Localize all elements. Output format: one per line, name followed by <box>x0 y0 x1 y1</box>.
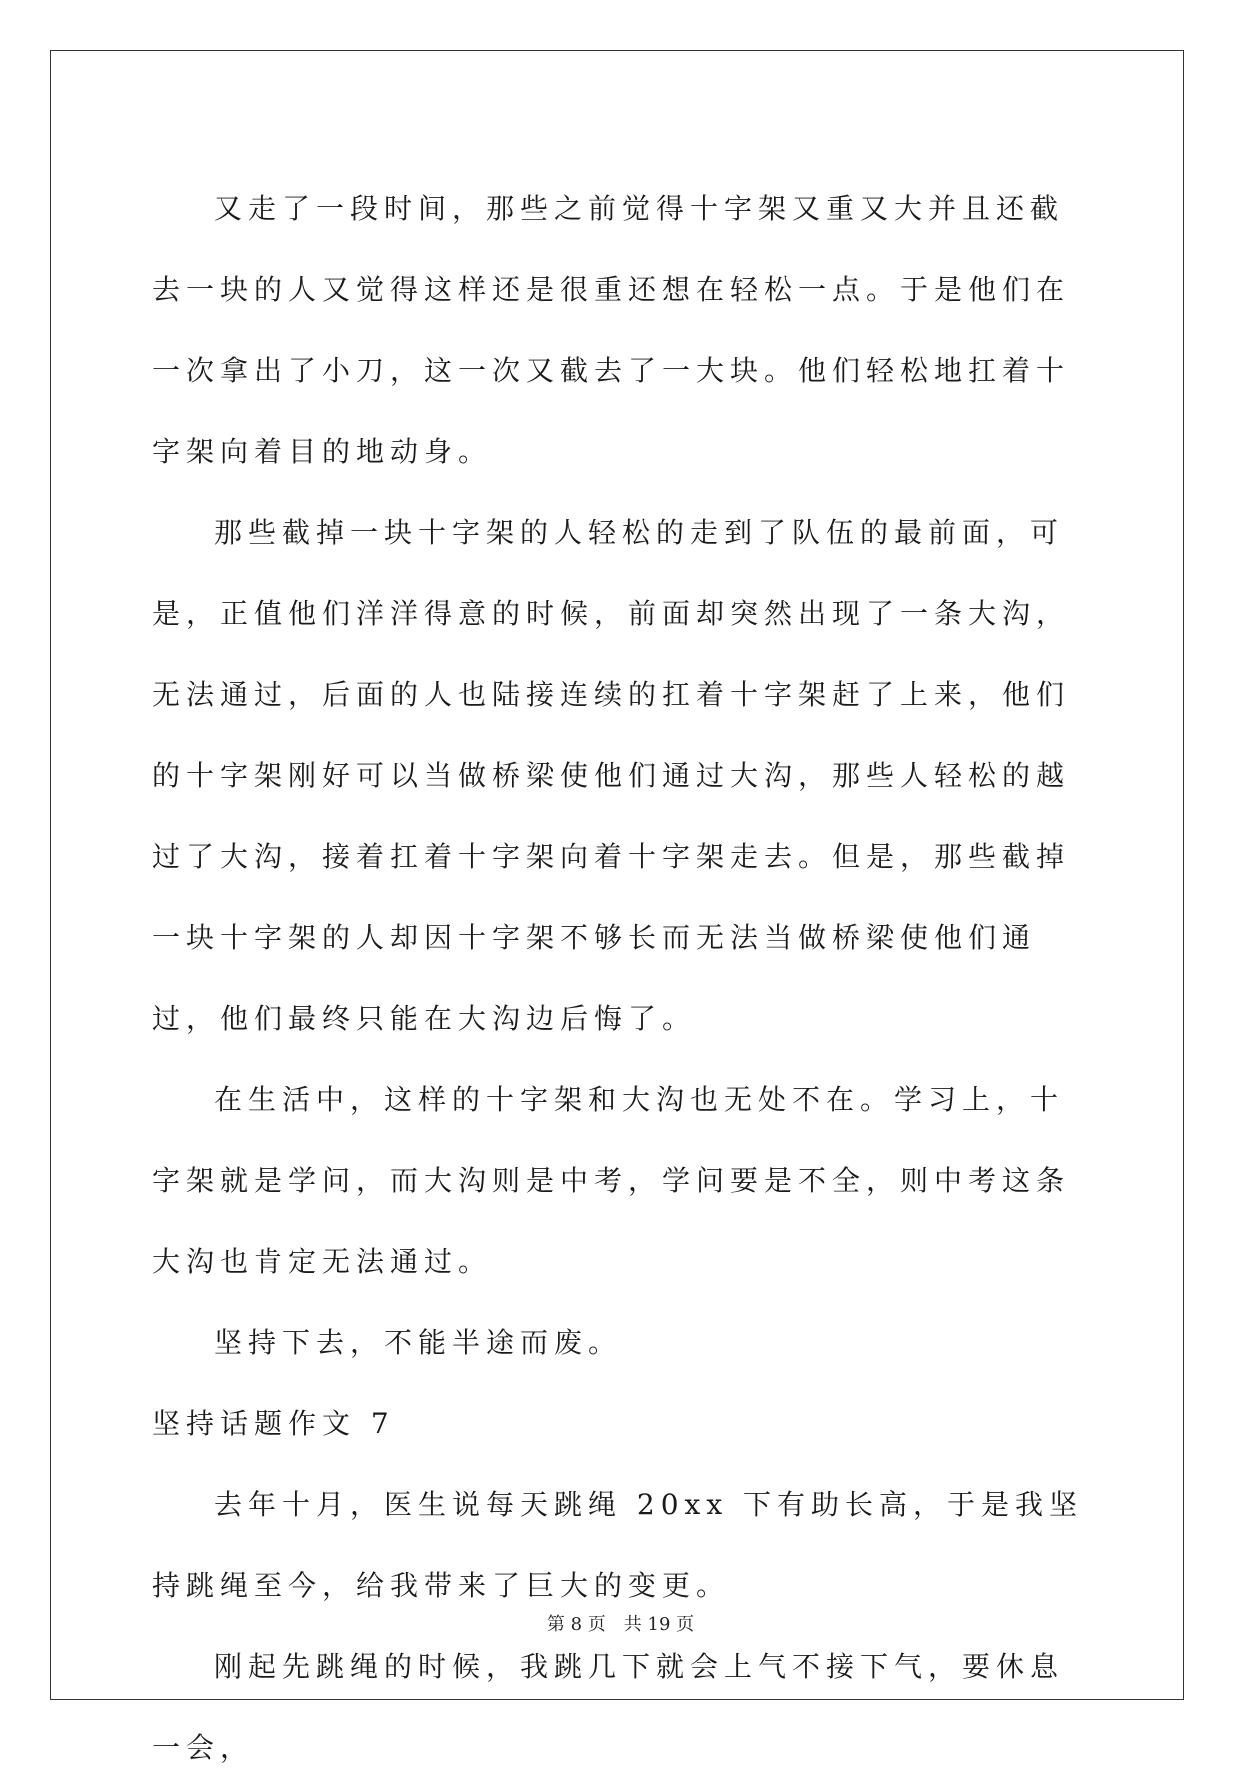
paragraph: 刚起先跳绳的时候，我跳几下就会上气不接下气，要休息一会， <box>152 1650 1065 1764</box>
paragraph: 去年十月，医生说每天跳绳 20xx 下有助长高，于是我坚持跳绳至今，给我带来了巨大的变更。 <box>152 1488 1084 1602</box>
paragraph: 又走了一段时间，那些之前觉得十字架又重又大并且还截去一块的人又觉得这样还是很重还想在轻松一点。于是他们在一次拿出了小刀，这一次又截去了一大块。他们轻松地扛着十字架向着目的地动身。 <box>152 192 1071 468</box>
document-body <box>152 168 1096 1788</box>
paragraph: 那些截掉一块十字架的人轻松的走到了队伍的最前面，可是，正值他们洋洋得意的时候，前面却突然出现了一条大沟，无法通过，后面的人也陆接连续的扛着十字架赶了上来，他们的十字架刚好可以当做桥梁使他们通过大沟，那些人轻松的越过了大沟，接着扛着十字架向着十字架走去。但是，那些截掉一块十字架的人却因十字架不够长而无法当做桥梁使他们通过，他们最终只能在大沟边后悔了。 <box>152 516 1071 1035</box>
section-heading: 坚持话题作文 7 <box>152 1407 395 1440</box>
paragraph: 坚持下去，不能半途而废。 <box>214 1326 623 1359</box>
paragraph: 在生活中，这样的十字架和大沟也无处不在。学习上，十字架就是学问，而大沟则是中考，学问要是不全，则中考这条大沟也肯定无法通过。 <box>152 1083 1071 1278</box>
page-footer: 第 8 页 共 19 页 <box>546 1614 695 1635</box>
